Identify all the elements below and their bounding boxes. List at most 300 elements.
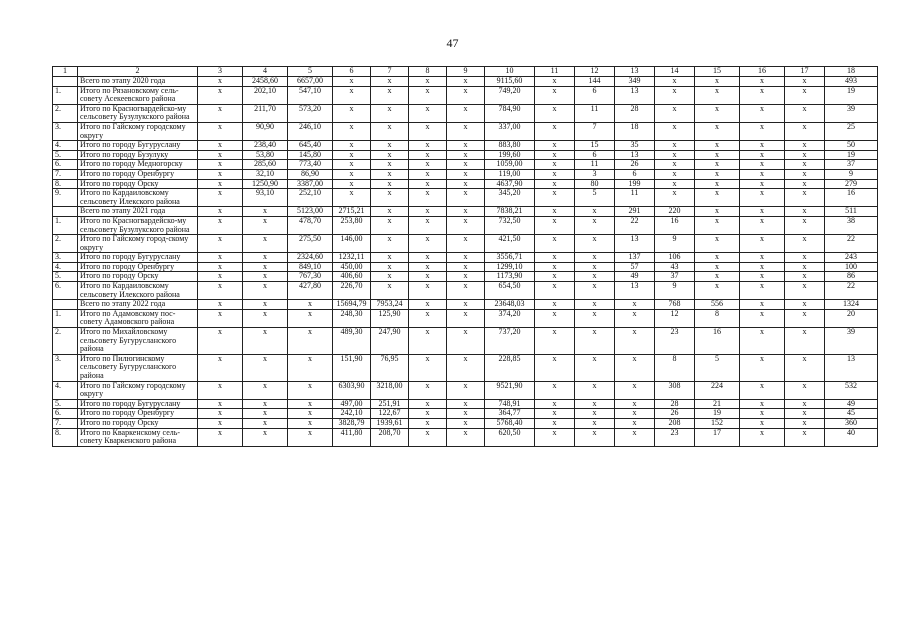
table-cell: х <box>409 216 447 234</box>
table-cell: 208,70 <box>371 428 409 446</box>
table-cell: х <box>198 86 243 104</box>
table-cell: х <box>409 428 447 446</box>
table-row <box>53 272 878 282</box>
table-cell: 19 <box>825 150 878 160</box>
row-number: 6. <box>53 282 78 300</box>
table-cell: х <box>409 77 447 87</box>
table-cell: х <box>371 253 409 263</box>
table-cell: 26 <box>655 409 695 419</box>
table-cell: х <box>695 207 740 217</box>
table-cell: 2458,60 <box>243 77 288 87</box>
table-cell: х <box>740 309 785 327</box>
table-cell: х <box>695 160 740 170</box>
table-cell: 16 <box>825 189 878 207</box>
table-cell: х <box>288 381 333 399</box>
table-cell: х <box>655 179 695 189</box>
table-cell: х <box>575 300 615 310</box>
table-cell: х <box>785 216 825 234</box>
row-name: Итого по городу Бугуруслану <box>78 253 198 263</box>
table-cell: х <box>740 77 785 87</box>
table-cell: 411,80 <box>333 428 371 446</box>
table-cell: 6657,00 <box>288 77 333 87</box>
table-cell: 654,50 <box>485 282 535 300</box>
table-row <box>53 160 878 170</box>
table-cell: х <box>575 235 615 253</box>
table-cell: 1250,90 <box>243 179 288 189</box>
table-cell: х <box>615 418 655 428</box>
table-cell: х <box>198 207 243 217</box>
table-row <box>53 235 878 253</box>
table-cell: х <box>447 216 485 234</box>
table-row <box>53 77 878 87</box>
table-cell: х <box>785 399 825 409</box>
row-name: Итого по Адамовскому пос-совету Адамовского района <box>78 309 198 327</box>
table-cell: х <box>447 399 485 409</box>
table-row <box>53 328 878 355</box>
table-cell: 1059,00 <box>485 160 535 170</box>
table-cell: х <box>655 160 695 170</box>
table-cell: х <box>535 428 575 446</box>
table-cell: х <box>409 381 447 399</box>
table-cell: 13 <box>615 86 655 104</box>
table-cell: 248,30 <box>333 309 371 327</box>
row-name: Итого по городу Бугуруслану <box>78 141 198 151</box>
table-row <box>53 300 878 310</box>
table-cell: 15 <box>575 141 615 151</box>
table-row <box>53 104 878 122</box>
table-cell: 5768,40 <box>485 418 535 428</box>
table-cell: х <box>409 262 447 272</box>
table-cell: х <box>740 104 785 122</box>
table-cell: х <box>243 409 288 419</box>
table-cell: х <box>740 189 785 207</box>
table-cell: 2324,60 <box>288 253 333 263</box>
table-cell: 57 <box>615 262 655 272</box>
row-name: Итого по городу Оренбургу <box>78 169 198 179</box>
table-cell: х <box>198 354 243 381</box>
table-row <box>53 418 878 428</box>
table-cell: х <box>198 381 243 399</box>
table-cell: х <box>288 328 333 355</box>
table-cell: х <box>695 86 740 104</box>
row-number: 8. <box>53 428 78 446</box>
table-row <box>53 86 878 104</box>
table-cell: х <box>447 169 485 179</box>
table-cell: 3828,79 <box>333 418 371 428</box>
row-name: Итого по городу Медногорску <box>78 160 198 170</box>
table-cell: х <box>740 150 785 160</box>
table-cell: 7953,24 <box>371 300 409 310</box>
table-cell: х <box>409 86 447 104</box>
column-header: 7 <box>371 67 409 77</box>
table-cell: 6 <box>575 150 615 160</box>
table-cell: х <box>575 272 615 282</box>
table-cell: х <box>198 179 243 189</box>
table-cell: 421,50 <box>485 235 535 253</box>
table-cell: 199 <box>615 179 655 189</box>
table-cell: х <box>785 122 825 140</box>
table-row <box>53 179 878 189</box>
table-cell: х <box>535 216 575 234</box>
table-cell: х <box>198 253 243 263</box>
column-header: 17 <box>785 67 825 77</box>
table-cell: х <box>447 86 485 104</box>
table-cell: 49 <box>615 272 655 282</box>
table-cell: х <box>535 122 575 140</box>
table-cell: х <box>333 179 371 189</box>
table-cell: х <box>288 300 333 310</box>
table-cell: х <box>447 189 485 207</box>
table-cell: х <box>371 122 409 140</box>
table-cell: 202,10 <box>243 86 288 104</box>
table-cell: х <box>371 141 409 151</box>
table-cell: х <box>785 300 825 310</box>
table-cell: х <box>535 253 575 263</box>
row-number: 8. <box>53 179 78 189</box>
table-cell: 478,70 <box>288 216 333 234</box>
table-row <box>53 122 878 140</box>
table-cell: х <box>740 328 785 355</box>
table-cell: х <box>409 141 447 151</box>
table-cell: х <box>409 418 447 428</box>
table-cell: х <box>785 150 825 160</box>
table-cell: 253,80 <box>333 216 371 234</box>
table-cell: 151,90 <box>333 354 371 381</box>
table-cell: 43 <box>655 262 695 272</box>
table-cell: 238,40 <box>243 141 288 151</box>
table-cell: х <box>243 253 288 263</box>
table-cell: х <box>615 428 655 446</box>
table-cell: 749,20 <box>485 86 535 104</box>
table-cell: х <box>447 328 485 355</box>
row-name: Итого по Михайловскому сельсовету Бугурусланского района <box>78 328 198 355</box>
table-cell: 773,40 <box>288 160 333 170</box>
table-cell: х <box>371 189 409 207</box>
table-cell: х <box>333 169 371 179</box>
table-cell: 40 <box>825 428 878 446</box>
table-cell: х <box>371 282 409 300</box>
table-cell: х <box>785 207 825 217</box>
table-cell: х <box>535 282 575 300</box>
table-cell: 242,10 <box>333 409 371 419</box>
table-cell: х <box>409 399 447 409</box>
table-cell: х <box>198 262 243 272</box>
table-row <box>53 381 878 399</box>
table-cell: х <box>409 122 447 140</box>
row-number: 6. <box>53 409 78 419</box>
table-cell: х <box>371 169 409 179</box>
table-cell: 50 <box>825 141 878 151</box>
table-cell: х <box>785 328 825 355</box>
table-cell: х <box>740 86 785 104</box>
table-cell: х <box>785 272 825 282</box>
table-cell: х <box>371 104 409 122</box>
column-header: 14 <box>655 67 695 77</box>
row-number: 4. <box>53 262 78 272</box>
table-cell: 208 <box>655 418 695 428</box>
column-header: 11 <box>535 67 575 77</box>
table-cell: х <box>575 409 615 419</box>
table-row <box>53 141 878 151</box>
table-cell: х <box>695 262 740 272</box>
table-cell: 493 <box>825 77 878 87</box>
row-name: Итого по Гайскому городскому округу <box>78 122 198 140</box>
table-cell: х <box>409 235 447 253</box>
table-cell: х <box>409 207 447 217</box>
row-number: 1. <box>53 86 78 104</box>
table-cell: х <box>198 77 243 87</box>
table-cell: х <box>371 272 409 282</box>
table-cell: х <box>535 77 575 87</box>
table-cell: 16 <box>655 216 695 234</box>
table-cell: 100 <box>825 262 878 272</box>
row-number: 1. <box>53 216 78 234</box>
table-cell: х <box>575 354 615 381</box>
row-number: 7. <box>53 418 78 428</box>
table-cell: 22 <box>825 235 878 253</box>
table-cell: х <box>409 169 447 179</box>
table-cell: 146,00 <box>333 235 371 253</box>
row-name: Всего по этапу 2022 года <box>78 300 198 310</box>
table-cell: 3218,00 <box>371 381 409 399</box>
table-cell: х <box>785 141 825 151</box>
table-cell: 3387,00 <box>288 179 333 189</box>
table-cell: х <box>655 169 695 179</box>
column-header: 2 <box>78 67 198 77</box>
table-cell: х <box>655 122 695 140</box>
column-header: 12 <box>575 67 615 77</box>
table-cell: х <box>243 262 288 272</box>
table-row <box>53 216 878 234</box>
row-number: 2. <box>53 328 78 355</box>
row-number <box>53 300 78 310</box>
table-cell: х <box>198 328 243 355</box>
table-cell: 125,90 <box>371 309 409 327</box>
row-name: Итого по городу Орску <box>78 418 198 428</box>
column-header: 1 <box>53 67 78 77</box>
table-cell: 28 <box>615 104 655 122</box>
table-cell: х <box>447 160 485 170</box>
table-cell: х <box>198 409 243 419</box>
table-cell: х <box>785 262 825 272</box>
table-cell: х <box>740 253 785 263</box>
table-cell: х <box>243 381 288 399</box>
table-cell: 220 <box>655 207 695 217</box>
table-cell: 1299,10 <box>485 262 535 272</box>
table-cell: х <box>447 122 485 140</box>
table-cell: х <box>409 409 447 419</box>
table-cell: х <box>695 189 740 207</box>
table-cell: 8 <box>655 354 695 381</box>
table-cell: х <box>409 160 447 170</box>
table-cell: 7838,21 <box>485 207 535 217</box>
table-cell: 45 <box>825 409 878 419</box>
table-cell: х <box>655 150 695 160</box>
table-cell: х <box>535 309 575 327</box>
table-cell: х <box>371 216 409 234</box>
table-cell: х <box>535 381 575 399</box>
row-name: Итого по городу Орску <box>78 179 198 189</box>
table-cell: 122,67 <box>371 409 409 419</box>
table-cell: 1232,11 <box>333 253 371 263</box>
table-cell: 80 <box>575 179 615 189</box>
table-cell: 511 <box>825 207 878 217</box>
table-cell: х <box>575 381 615 399</box>
table-cell: х <box>785 169 825 179</box>
table-cell: х <box>371 160 409 170</box>
table-cell: х <box>575 418 615 428</box>
table-cell: х <box>785 77 825 87</box>
table-cell: х <box>243 399 288 409</box>
table-cell: 53,80 <box>243 150 288 160</box>
table-cell: х <box>785 282 825 300</box>
table-cell: 152 <box>695 418 740 428</box>
row-number: 2. <box>53 104 78 122</box>
table-cell: х <box>785 253 825 263</box>
table-cell: х <box>535 418 575 428</box>
table-cell: х <box>198 282 243 300</box>
table-row <box>53 428 878 446</box>
table-cell: х <box>535 160 575 170</box>
table-cell: х <box>198 104 243 122</box>
table-cell: х <box>198 428 243 446</box>
table-cell: х <box>615 300 655 310</box>
table-cell: х <box>785 189 825 207</box>
table-cell: х <box>740 409 785 419</box>
table-row <box>53 262 878 272</box>
table-row <box>53 399 878 409</box>
table-cell: х <box>198 216 243 234</box>
table-row <box>53 189 878 207</box>
table-cell: 784,90 <box>485 104 535 122</box>
column-header: 6 <box>333 67 371 77</box>
table-cell: 22 <box>825 282 878 300</box>
table-cell: х <box>785 235 825 253</box>
table-cell: х <box>447 428 485 446</box>
table-cell: 5 <box>695 354 740 381</box>
column-header: 9 <box>447 67 485 77</box>
table-cell: х <box>447 282 485 300</box>
table-cell: 23648,03 <box>485 300 535 310</box>
table-cell: х <box>695 169 740 179</box>
row-name: Итого по Гайскому город-скому округу <box>78 235 198 253</box>
column-header: 16 <box>740 67 785 77</box>
table-cell: х <box>447 253 485 263</box>
table-row <box>53 207 878 217</box>
table-cell: х <box>333 189 371 207</box>
column-header: 5 <box>288 67 333 77</box>
table-cell: 308 <box>655 381 695 399</box>
table-cell: х <box>575 428 615 446</box>
table-cell: х <box>198 160 243 170</box>
table-cell: 497,00 <box>333 399 371 409</box>
table-cell: 199,60 <box>485 150 535 160</box>
table-cell: х <box>409 272 447 282</box>
row-number: 5. <box>53 272 78 282</box>
table-cell: х <box>243 282 288 300</box>
table-cell: х <box>615 381 655 399</box>
table-cell: 9 <box>655 282 695 300</box>
table-row <box>53 409 878 419</box>
row-name: Итого по Красногвардейско-му сельсовету Бузулукского района <box>78 216 198 234</box>
table-cell: 35 <box>615 141 655 151</box>
table-cell: х <box>740 122 785 140</box>
table-cell: 13 <box>615 235 655 253</box>
data-table <box>52 66 878 447</box>
table-cell: 9 <box>825 169 878 179</box>
table-cell: 748,91 <box>485 399 535 409</box>
table-cell: 556 <box>695 300 740 310</box>
row-number: 3. <box>53 253 78 263</box>
table-cell: х <box>447 418 485 428</box>
table-cell: х <box>575 216 615 234</box>
table-cell: х <box>447 235 485 253</box>
table-cell: 32,10 <box>243 169 288 179</box>
table-cell: х <box>535 409 575 419</box>
table-cell: х <box>447 179 485 189</box>
row-name: Итого по Кардаиловскому сельсовету Илекского района <box>78 282 198 300</box>
table-cell: 86 <box>825 272 878 282</box>
table-cell: 13 <box>615 282 655 300</box>
table-cell: х <box>535 235 575 253</box>
table-cell: х <box>333 122 371 140</box>
table-cell: х <box>615 409 655 419</box>
table-cell: 25 <box>825 122 878 140</box>
table-cell: х <box>740 169 785 179</box>
row-number: 1. <box>53 309 78 327</box>
table-cell: х <box>535 150 575 160</box>
table-cell: 645,40 <box>288 141 333 151</box>
table-cell: х <box>695 253 740 263</box>
table-cell: х <box>575 309 615 327</box>
table-cell: х <box>447 300 485 310</box>
table-cell: 49 <box>825 399 878 409</box>
table-cell: х <box>447 104 485 122</box>
table-cell: х <box>695 235 740 253</box>
column-header: 18 <box>825 67 878 77</box>
table-cell: х <box>198 300 243 310</box>
row-name: Итого по городу Оренбургу <box>78 409 198 419</box>
table-cell: 20 <box>825 309 878 327</box>
table-cell: х <box>198 235 243 253</box>
table-cell: х <box>198 150 243 160</box>
table-cell: х <box>333 141 371 151</box>
table-cell: х <box>243 216 288 234</box>
table-cell: х <box>371 86 409 104</box>
row-number: 5. <box>53 150 78 160</box>
table-cell: х <box>288 399 333 409</box>
table-cell: х <box>740 179 785 189</box>
table-cell: х <box>535 262 575 272</box>
table-cell: х <box>740 399 785 409</box>
table-row <box>53 169 878 179</box>
table-cell: 279 <box>825 179 878 189</box>
table-cell: х <box>575 282 615 300</box>
table-cell: 19 <box>825 86 878 104</box>
table-cell: х <box>409 328 447 355</box>
table-cell: 364,77 <box>485 409 535 419</box>
table-cell: 28 <box>655 399 695 409</box>
table-cell: 39 <box>825 328 878 355</box>
table-cell: 6 <box>615 169 655 179</box>
table-cell: х <box>695 141 740 151</box>
table-cell: х <box>655 189 695 207</box>
table-cell: 285,60 <box>243 160 288 170</box>
table-cell: х <box>740 282 785 300</box>
table-cell: х <box>447 77 485 87</box>
table-cell: 6303,90 <box>333 381 371 399</box>
table-cell: х <box>575 399 615 409</box>
